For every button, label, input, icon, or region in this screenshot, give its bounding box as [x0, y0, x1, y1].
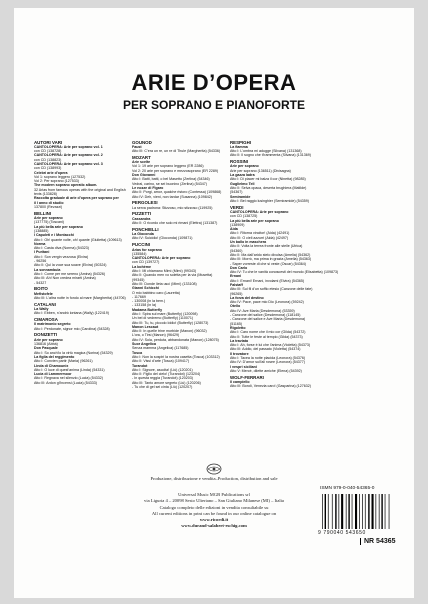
work-title: The modern soprano operatic album.	[34, 183, 98, 188]
work-title: Le nozze di Figaro	[132, 185, 164, 190]
composer-heading: RESPIGHI	[230, 139, 251, 145]
catalog-entry: Atto I: Tacea la notte placida (Leonora) (54376)	[230, 356, 306, 361]
work-title: Ernani	[230, 274, 242, 279]
catalog-entry: Atto II: Volta la terrea fronte alle stelle (Ulrica)	[230, 244, 303, 249]
catalog-entry: (96265)	[230, 291, 243, 296]
work-title: Don Giovanni	[132, 173, 156, 178]
work-title: Otello	[230, 304, 241, 309]
universal-music-logo-icon	[206, 463, 222, 475]
catalog-entry: Atto III: Addio, del passato (Violetta) (54374)	[230, 347, 301, 352]
catalog-entry: (138909)	[230, 222, 245, 227]
catalog-entry: L’ora, o Tirsi (Manon) (96429)	[132, 333, 180, 338]
work-title: Madama Butterfly	[132, 307, 163, 312]
catalog-entry: (51165)	[230, 321, 243, 326]
catalog-entry: - 54327	[34, 280, 47, 285]
catalog-entry: - Saper vorreste di che si veste (Oscar) (54364)	[230, 261, 306, 266]
catalog-entry: (137775) (Toscani)	[34, 220, 64, 225]
catalog-entry: Vedrai, carino, se sei buonino (Zerlina) (54347)	[132, 181, 207, 186]
catalog-entry: Atto I: So anch’io la virtù magica (Norina) (54329)	[34, 350, 113, 355]
work-title: CANTOLOPERA: Arie per soprano	[230, 209, 289, 214]
work-title: Arias for soprano	[132, 247, 162, 252]
footer-line: Catalogo completo delle edizioni in vendita consultabile su	[159, 504, 269, 510]
work-title: La forza del destino	[230, 295, 264, 300]
catalog-entry: Atto I: Convien partir (Maria) (96261)	[34, 359, 93, 364]
work-title: Il matrimonio segreto	[34, 322, 71, 327]
catalog-entry: Atto I: O luce di quest’anima (Linda) (54331)	[34, 367, 105, 372]
composer-heading: PIZZETTI	[132, 211, 152, 217]
work-title: Cassandra	[132, 216, 151, 221]
catalog-number: NR 54365	[360, 538, 396, 545]
catalog-column-2	[132, 138, 224, 450]
catalog-entry: Atto II: Vissi d’arte (Tosca) (109417)	[132, 359, 190, 364]
work-title: Il trovatore	[230, 351, 249, 356]
work-title: CANTOLOPERA: Arie per soprano vol. 2	[34, 153, 103, 158]
catalog-entry: Atto IV: D’amor sull’ali rosee (Leonora) (54377)	[230, 360, 305, 365]
catalog-entry: con CD (139727)	[132, 260, 160, 265]
work-title: La più bella arie per soprano	[34, 224, 83, 229]
catalog-entry: (138885)	[34, 228, 49, 233]
work-title: Raccolta graduale di arie d’opera per soprano per	[34, 196, 119, 201]
catalog-entry: Atto IV: Deh, vieni, non tardar (Susanna) (109842)	[132, 194, 212, 199]
catalog-entry: 137800 (Revazzi)	[34, 204, 63, 209]
work-title: Celebri arie d’opera	[34, 170, 68, 175]
work-title: Il campiello	[230, 380, 250, 385]
barcode-icon	[320, 494, 388, 529]
composer-heading: BOITO	[34, 286, 48, 292]
back-cover-page	[14, 8, 414, 598]
catalog-entry: Atto I: Ah, forse è lui che l’anima (Violetta) (54373)	[230, 343, 311, 348]
catalog-entry: Atto III: Sul fil d’un soffio etesio (Canzone delle fate)	[230, 287, 313, 292]
work-title: Lucia di Lammermoor	[34, 372, 72, 377]
catalog-entry: (54367)	[230, 190, 243, 195]
work-title: I Capuleti e i Montacchi	[34, 233, 74, 238]
work-title: CANTOLOPERA: Arie per soprano	[132, 256, 191, 261]
catalog-entry: Atto II: Figlio del cielo! (Turandot) (123204)	[132, 372, 201, 377]
work-title: Manon Lescaut	[132, 324, 159, 329]
composer-heading: MOZART	[132, 154, 151, 160]
work-title: Linda di Chamounix	[34, 363, 69, 368]
work-title: Arie per soprano	[230, 164, 259, 169]
catalog-entry: Atto I: Regnava nel silenzio (Lucia) (54332)	[34, 376, 103, 381]
page-title: ARIE D’OPERA	[131, 70, 297, 95]
catalog-entry: Atto II: O ricordo che solo mi rimani (Elettra) (131387)	[132, 221, 218, 226]
page-subtitle: PER SOPRANO E PIANOFORTE	[122, 98, 306, 112]
work-title: Don Pasquale	[34, 346, 58, 351]
catalog-entry: Vol 2: Per soprano (127533)	[34, 179, 79, 184]
catalog-entry: - 133158 (in la)	[132, 303, 157, 308]
catalog-entry: Atto IV: Pace, pace mio Dio (Leonora) (59242)	[230, 300, 304, 305]
catalog-entry: - 130008 (in la bem.)	[132, 299, 166, 304]
footer-line: All current editions in print can be found in our online catalogue on	[151, 510, 277, 516]
work-title: La figlia del reggimento	[34, 354, 75, 359]
catalog-entry: (135584)	[132, 251, 147, 256]
footer-line: Produzione, distribuzione e vendita–Production, distribution and sale	[150, 476, 278, 481]
catalog-entry: Atto I: Ernani! Ernani, involami (Elvira) (54365)	[230, 278, 305, 283]
catalog-entry: 136816 (Abbà)	[34, 342, 58, 347]
catalog-entry: 32 Arias from famous operas with the original and English	[34, 187, 126, 192]
catalog-entry: Atto II: Ma dall’arido stelo divulsa (Amelia) (54362)	[230, 252, 311, 257]
work-title: I vespri siciliani	[230, 364, 257, 369]
catalog-entry: Atto III: Ah! Non credea mirarti (Amina)	[34, 276, 96, 281]
work-title: Rigoletto	[230, 325, 246, 330]
work-title: Norma	[34, 241, 46, 246]
catalog-column-1	[34, 138, 126, 450]
work-title: Semiramide	[230, 194, 251, 199]
footer-line: www.ricordi.it	[199, 517, 229, 523]
catalog-entry: Atto I: Oh! quante volte, oh! quante (Giulietta) (109613)	[34, 237, 122, 242]
catalog-entry: Atto IV: Tu che le vanità conoscesti del mondo (Elisabetta) (109873)	[230, 270, 339, 275]
catalog-entry: - 117669	[132, 294, 146, 299]
composer-heading: CIMAROSA	[34, 317, 58, 323]
catalog-entry: Atto II: Quando men vo soletta per la via (Musetta)	[132, 273, 213, 278]
footer-line: www.durand-salabert-eschig.com	[181, 523, 247, 529]
work-title: Arie per soprano	[34, 337, 63, 342]
barcode-number: 9 790040 543650	[318, 530, 366, 536]
work-title: La bohème	[132, 264, 151, 269]
catalog-entry: Atto III: Tanto amore segreto (Liù) (120206)	[132, 380, 201, 385]
catalog-entry: Atto II: Tutte le feste al tempio (Gilda) (54373)	[230, 334, 303, 339]
catalog-entry: Atto III: Bondì, Venezia caro! (Gasparina) (127632)	[230, 384, 311, 389]
catalog-entry: Atto I: Batti, batti, o bel Masetto (Zerlina) (54346)	[132, 177, 210, 182]
work-title: Guglielmo Tell	[230, 181, 255, 186]
work-title: Turandot	[132, 363, 148, 368]
catalog-entry: Atto III: Ardon gl’incensi (Lucia) (54333)	[34, 380, 97, 385]
catalog-entry: Atto II: In quelle trine morbide (Manon) (96032)	[132, 329, 207, 334]
work-title: Don Carlo	[230, 265, 248, 270]
catalog-entry: Vol 2: 20 arie per soprano e mezzosoprano (ER 2289)	[132, 168, 219, 173]
ismn-code: ISMN 979-0-040-54365-0	[320, 486, 375, 491]
work-title: La sonnambula	[34, 267, 61, 272]
work-title: Faust	[132, 144, 142, 149]
catalog-entry: Un bel dì vedremo (Butterfly) (110071)	[132, 316, 194, 321]
catalog-entry: - 96256	[34, 259, 47, 264]
catalog-entry: Atto III: L’altra notte in fondo al mare (Margherita) (44706)	[34, 295, 126, 300]
footer-line: Universal Music MGB Publications srl	[178, 492, 250, 498]
catalog-entry: Atto IV: Ave Maria (Desdemona) (53359)	[230, 308, 295, 313]
work-title: il I anno di studio	[34, 200, 64, 205]
catalog-entry: Atto II: Qui la voce sua soave (Elvira) (50324)	[34, 263, 107, 268]
composer-heading: PONCHIELLI	[132, 226, 159, 232]
catalog-entry: Atto II: Porgi, amor, qualche ristoro (Contessa) (109868)	[132, 190, 222, 195]
catalog-entry: Atto I: Di piacer mi balza il cor (Ninetta) (98285)	[230, 177, 306, 182]
work-title: Tosca	[132, 350, 143, 355]
work-title: Aida	[230, 227, 238, 232]
catalog-entry: Atto I: Caro nome che il mio cor (Gilda) (54372)	[230, 330, 306, 335]
catalog-entry: - In questa reggia (Turandot) (120203)	[132, 376, 193, 381]
catalog-entry: Atto III: Tu, tu, piccolo Iddio! (Butterfly) (128073)	[132, 320, 209, 325]
work-title: Un ballo in maschera	[230, 240, 267, 245]
catalog-entry: Atto I: Spira sul mare (Butterfly) (120098)	[132, 311, 198, 316]
catalog-entry: Atto I: Son vergin vezzosa (Elvira)	[34, 254, 89, 259]
catalog-entry: - Tu che di gel sei cinta (Liù) (120207)	[132, 385, 193, 390]
catalog-entry: Atto I: L’ombra mi adugge (Silvana) (131368)	[230, 149, 302, 154]
catalog-entry: (99345)	[132, 277, 145, 282]
catalog-entry: con CD (138823)	[34, 157, 62, 162]
composer-heading: GOUNOD	[132, 139, 152, 145]
catalog-entry: Atto I: Mi chiamano Mimì (Mimì) (99343)	[132, 269, 197, 274]
work-title: La gazza ladra	[230, 173, 255, 178]
catalog-entry: Atto I: Ritorna vincitor! (Aida) (42491)	[230, 231, 290, 236]
catalog-entry: Vol 1: 19 arie per soprano leggero (ER 2286)	[132, 164, 204, 169]
composer-heading: AUTORI VARI	[34, 139, 63, 145]
work-title: Mefistofele	[34, 291, 53, 296]
catalog-entry: Atto I: Bel raggio lusinghier (Semiramide) (54359)	[230, 198, 309, 203]
work-title: La fiamma	[230, 144, 248, 149]
catalog-entry: Atto V: Mercè, dilette amiche (Elena) (54392)	[230, 368, 302, 373]
catalog-entry: Atto I: Casta diva (Norma) (54323)	[34, 246, 89, 251]
composer-heading: PUCCINI	[132, 242, 151, 248]
catalog-entry: Atto I: Perdonate, signor mio (Carolina) (54328)	[34, 326, 110, 331]
catalog-entry: Atto II: Il sogno che ti'rammenta (Silvana) (131369)	[230, 153, 311, 158]
catalog-entry: Senza mamma (Angelica) (117685)	[132, 346, 189, 351]
catalog-entry: texts (133828)	[34, 192, 57, 197]
catalog-entry: Atto I: Ebben, n’andrò lontana (Wally) (122419)	[34, 311, 109, 316]
catalog-entry: Atto I: Non la sospiri la nostra casetta (Tosca) (103312)	[132, 354, 220, 359]
work-title: La Wally	[34, 306, 49, 311]
work-title: Falstaff	[230, 283, 243, 287]
composer-heading: BELLINI	[34, 210, 52, 216]
composer-heading: WOLF-FERRARI	[230, 374, 264, 380]
composer-heading: DONIZETTI	[34, 332, 58, 338]
work-title: La traviata	[230, 338, 248, 343]
composer-heading: CATALANI	[34, 301, 56, 307]
catalog-entry: - Canzone del salice e Ave Maria (Desdemona)	[230, 317, 306, 322]
catalog-entry: Atto III: Donde lieta uscì (Mimì) (133108)	[132, 281, 197, 286]
footer-line: via Liguria 4 – 20098 Sesto Ulteriano – San Giuliano Milanese (MI) – Italia	[144, 498, 284, 504]
composer-heading: VERDI	[230, 204, 244, 210]
composer-heading: PERGOLESI	[132, 200, 158, 206]
work-title: CANTOLOPERA: Arie per soprano vol. 1	[34, 144, 103, 149]
catalog-entry: Atto I: Come per me sereno (Amina) (54326)	[34, 271, 106, 276]
catalog-entry: con CD (138725)	[230, 214, 258, 219]
catalog-entry: Atto IV: Sola, perduta, abbandonata (Manon) (128075)	[132, 337, 219, 342]
catalog-entry: Atto III: C’era un re, un re di Thule (Margherita) (54336)	[132, 149, 221, 154]
work-title: CANTOLOPERA: Arie per soprano vol. 3	[34, 161, 103, 166]
catalog-entry: La serva padrona: Stizzoso, mio stizzoso (119925)	[132, 205, 213, 210]
work-title: Arie per soprano	[34, 216, 63, 221]
catalog-entry: Atto III: O cieli azzurri (Aida) (42497)	[230, 235, 289, 240]
work-title: La più bella arie per soprano	[230, 218, 279, 223]
catalog-entry: Atto IV: Suicidio! (Gioconda) (109871)	[132, 236, 193, 241]
composer-heading: ROSSINI	[230, 159, 249, 165]
catalog-entry: (54360)	[230, 248, 243, 253]
publisher-footer	[109, 476, 319, 529]
work-title: Suor Angelica	[132, 342, 157, 347]
work-title: La Gioconda	[132, 232, 154, 237]
catalog-entry: Atto II: Selva opaca, deserta brughiera (Matilde)	[230, 185, 307, 190]
catalog-entry: - Canzone del salice (Desdemona) (118145)	[230, 313, 301, 318]
work-title: I Puritani	[34, 250, 50, 255]
work-title: Arie scelte	[132, 160, 151, 165]
catalog-entry: Atto I: Signore, ascolta! (Liù) (120201)	[132, 367, 193, 372]
work-title: Gianni Schicchi	[132, 286, 159, 291]
catalog-column-3	[230, 138, 339, 450]
catalog-entry: con CD (138993)	[34, 166, 62, 171]
catalog-entry: Arie per soprano (136511) (Divisagna)	[230, 168, 291, 173]
catalog-entry: O mio babbino caro (Lauretta)	[132, 290, 180, 295]
catalog-entry: Vol 1: soprano leggero (127532)	[34, 174, 86, 179]
catalog-entry: Atto III: Morrò, ma prima in grazia (Amelia) (54363)	[230, 257, 312, 262]
catalog-entry: con CD (138728)	[34, 149, 62, 154]
